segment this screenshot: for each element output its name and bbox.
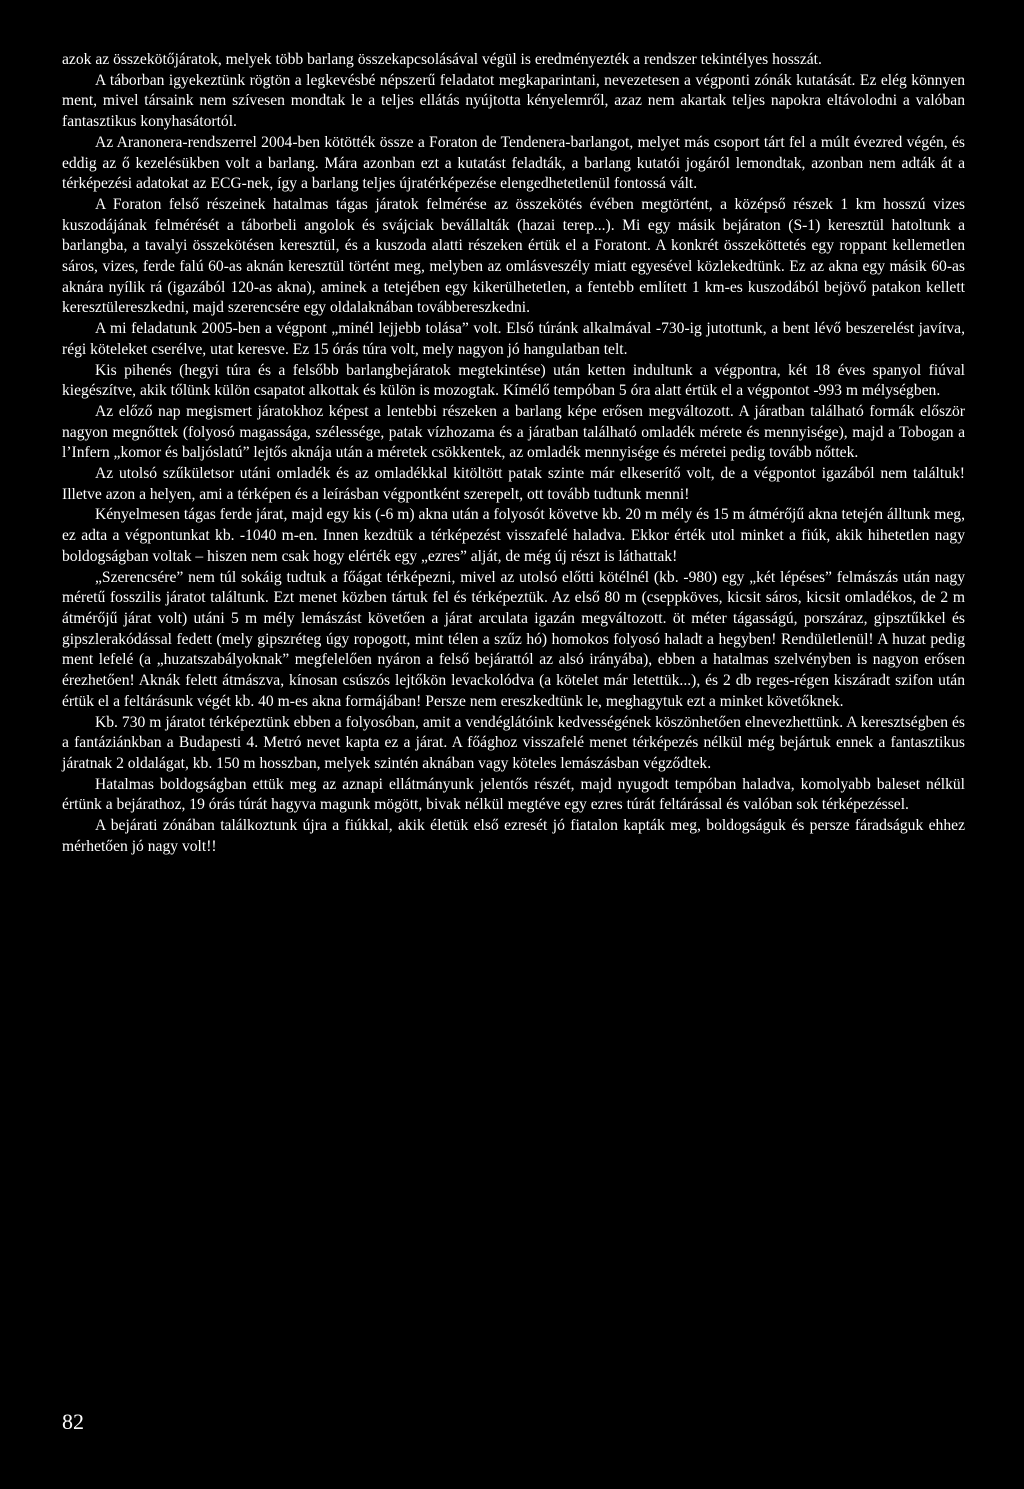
paragraph-4: A Foraton felső részeinek hatalmas tágas járatok felmérése az összekötés évében megtörtént, a középső részek 1 km hosszú vizes kuszodájának felmérését a táborbeli angolok és svájciak bevállalták (hazai terep...). Mi egy másik bejáraton (S-1) keresztül hatoltunk a barlangba, a tavalyi összekötésen keresztül, és a kuszoda alatti részeken értük el a Foratont. A konkrét összeköttetés egy roppant kellemetlen sáros, vizes, ferde falú 60-as aknán keresztül történt meg, melyben az omlásveszély miatt egyesével közlekedtünk. Ez az akna egy másik 60-as aknára nyílik rá (igazából 120-as akna), aminek a tetejében egy kikerülhetetlen, a fentebb említett 1 km-es kuszodából bejövő patakon kellett keresztülereszkedni, majd szerencsére egy oldalaknában továbbereszkedni. [62, 195, 965, 317]
paragraph-10: „Szerencsére” nem túl sokáig tudtuk a főágat térképezni, mivel az utolsó előtti kötélnél (kb. -980) egy „két lépéses” felmászás után nagy méretű fosszilis járatot találtunk. Ezt menet közben tártuk fel és térképeztük. Az első 80 m (cseppköves, kicsit sáros, kicsit omladékos, de 2 m átmérőjű járat volt) utáni 5 m mély lemászást követően a járat arculata igazán megváltozott. öt méter tágasságú, porszáraz, gipsztűkkel és gipszlerakódással fedett (mely gipszréteg úgy ropogott, mint télen a szűz hó) homokos folyosó haladt a hegyben! Rendületlenül! A huzat pedig ment lefelé (a „huzatszabályoknak” megfelelően nyáron a felső bejárattól az alsó irányába), ebben a hatalmas szelvényben is nagyon erősen érezhetően! Aknák felett átmászva, kínosan csúszós lejtőkön levackolódva (a kötelet már letettük...), és 2 db reges-régen kiszáradt szifon után értük el a feltárásunk végét kb. 40 m-es akna formájában! Persze nem ereszkedtünk le, meghagytuk ezt a minket követőknek. [62, 568, 965, 710]
paragraph-9: Kényelmesen tágas ferde járat, majd egy kis (-6 m) akna után a folyosót követve kb. 20 m mély és 15 m átmérőjű akna tetején álltunk meg, ez adta a végpontunkat kb. -1040 m-en. Innen kezdtük a térképezést visszafelé haladva. Ekkor érték utol minket a fiúk, akik hihetetlen nagy boldogságban voltak – hiszen nem csak hogy elérték egy „ezres” alját, de még új részt is láthattak! [62, 506, 965, 565]
paragraph-5: A mi feladatunk 2005-ben a végpont „minél lejjebb tolása” volt. Első túránk alkalmával -730-ig jutottunk, a bent lévő beszerelést javítva, régi köteleket cserélve, utat keresve. Ez 15 órás túra volt, mely nagyon jó hangulatban telt. [62, 320, 965, 358]
paragraph-6: Kis pihenés (hegyi túra és a felsőbb barlangbejáratok megtekintése) után ketten indultunk a végpontra, két 18 éves spanyol fiúval kiegészítve, akik tőlünk külön csapatot alkottak és külön is mozogtak. Kímélő tempóban 5 óra alatt értük el a végpontot -993 m mélységben. [62, 361, 965, 400]
paragraph-13: A bejárati zónában találkoztunk újra a fiúkkal, akik életük első ezresét jó fiatalon kapták meg, boldogságuk és persze fáradságuk ehhez mérhetően jó nagy volt!! [62, 817, 965, 855]
paragraph-8: Az utolsó szűkületsor utáni omladék és az omladékkal kitöltött patak szinte már elkeserítő volt, de a végpontot igazából nem találtuk! Illetve azon a helyen, ami a térképen és a leírásban végpontként szerepelt, ott tovább tudtunk menni! [62, 465, 965, 503]
paragraph-2: A táborban igyekeztünk rögtön a legkevésbé népszerű feladatot megkaparintani, nevezetesen a végponti zónák kutatását. Ez elég könnyen ment, mivel társaink nem szívesen mondtak le a teljes ellátás nyújtotta kényelemről, azaz nem akartak teljes napokra eltávolodni a valóban fantasztikus konyhasátortól. [62, 71, 965, 131]
article-body [62, 50, 965, 857]
paragraph-1: azok az összekötőjáratok, melyek több barlang összekapcsolásával végül is eredményezték a rendszer tekintélyes hosszát. [62, 51, 822, 68]
paragraph-11: Kb. 730 m járatot térképeztünk ebben a folyosóban, amit a vendéglátóink kedvességének köszönhetően elnevezhettünk. A keresztségben és a fantáziánkban a Budapesti 4. Metró nevet kapta ez a járat. A főághoz visszafelé menet térképezés nélkül még bejártuk ennek a fantasztikus járatnak 2 oldalágat, kb. 150 m hosszban, melyek szintén aknában vagy köteles lemászásban végződtek. [62, 713, 965, 772]
paragraph-12: Hatalmas boldogságban ettük meg az aznapi ellátmányunk jelentős részét, majd nyugodt tempóban haladva, komolyabb baleset nélkül értünk a bejárathoz, 19 órás túrát hagyva magunk mögött, bivak nélkül megtéve egy ezres túrát feltárással és valóban sok térképezéssel. [62, 775, 965, 814]
page-number: 82 [62, 1409, 84, 1434]
paragraph-3: Az Aranonera-rendszerrel 2004-ben kötötték össze a Foraton de Tendenera-barlangot, melyet más csoport tárt fel a múlt évezred végén, és eddig az ő kezelésükben volt a barlang. Mára azonban ezt a kutatást feladták, a barlang kutatói jogáról lemondtak, azonban nem adták át a térképezési adatokat az ECG-nek, így a barlang teljes újratérképezése elengedhetetlenül fontossá vált. [62, 133, 965, 193]
paragraph-7: Az előző nap megismert járatokhoz képest a lentebbi részeken a barlang képe erősen megváltozott. A járatban található formák először nagyon megnőttek (folyosó magassága, szélessége, patak vízhozama és a járatban található omladék mérete és mennyisége), majd a Tobogan a l’Infern „komor és baljóslatú” lejtős aknája után a méretek csökkentek, az omladék mennyisége és méretei pedig tovább nőttek. [62, 402, 965, 462]
